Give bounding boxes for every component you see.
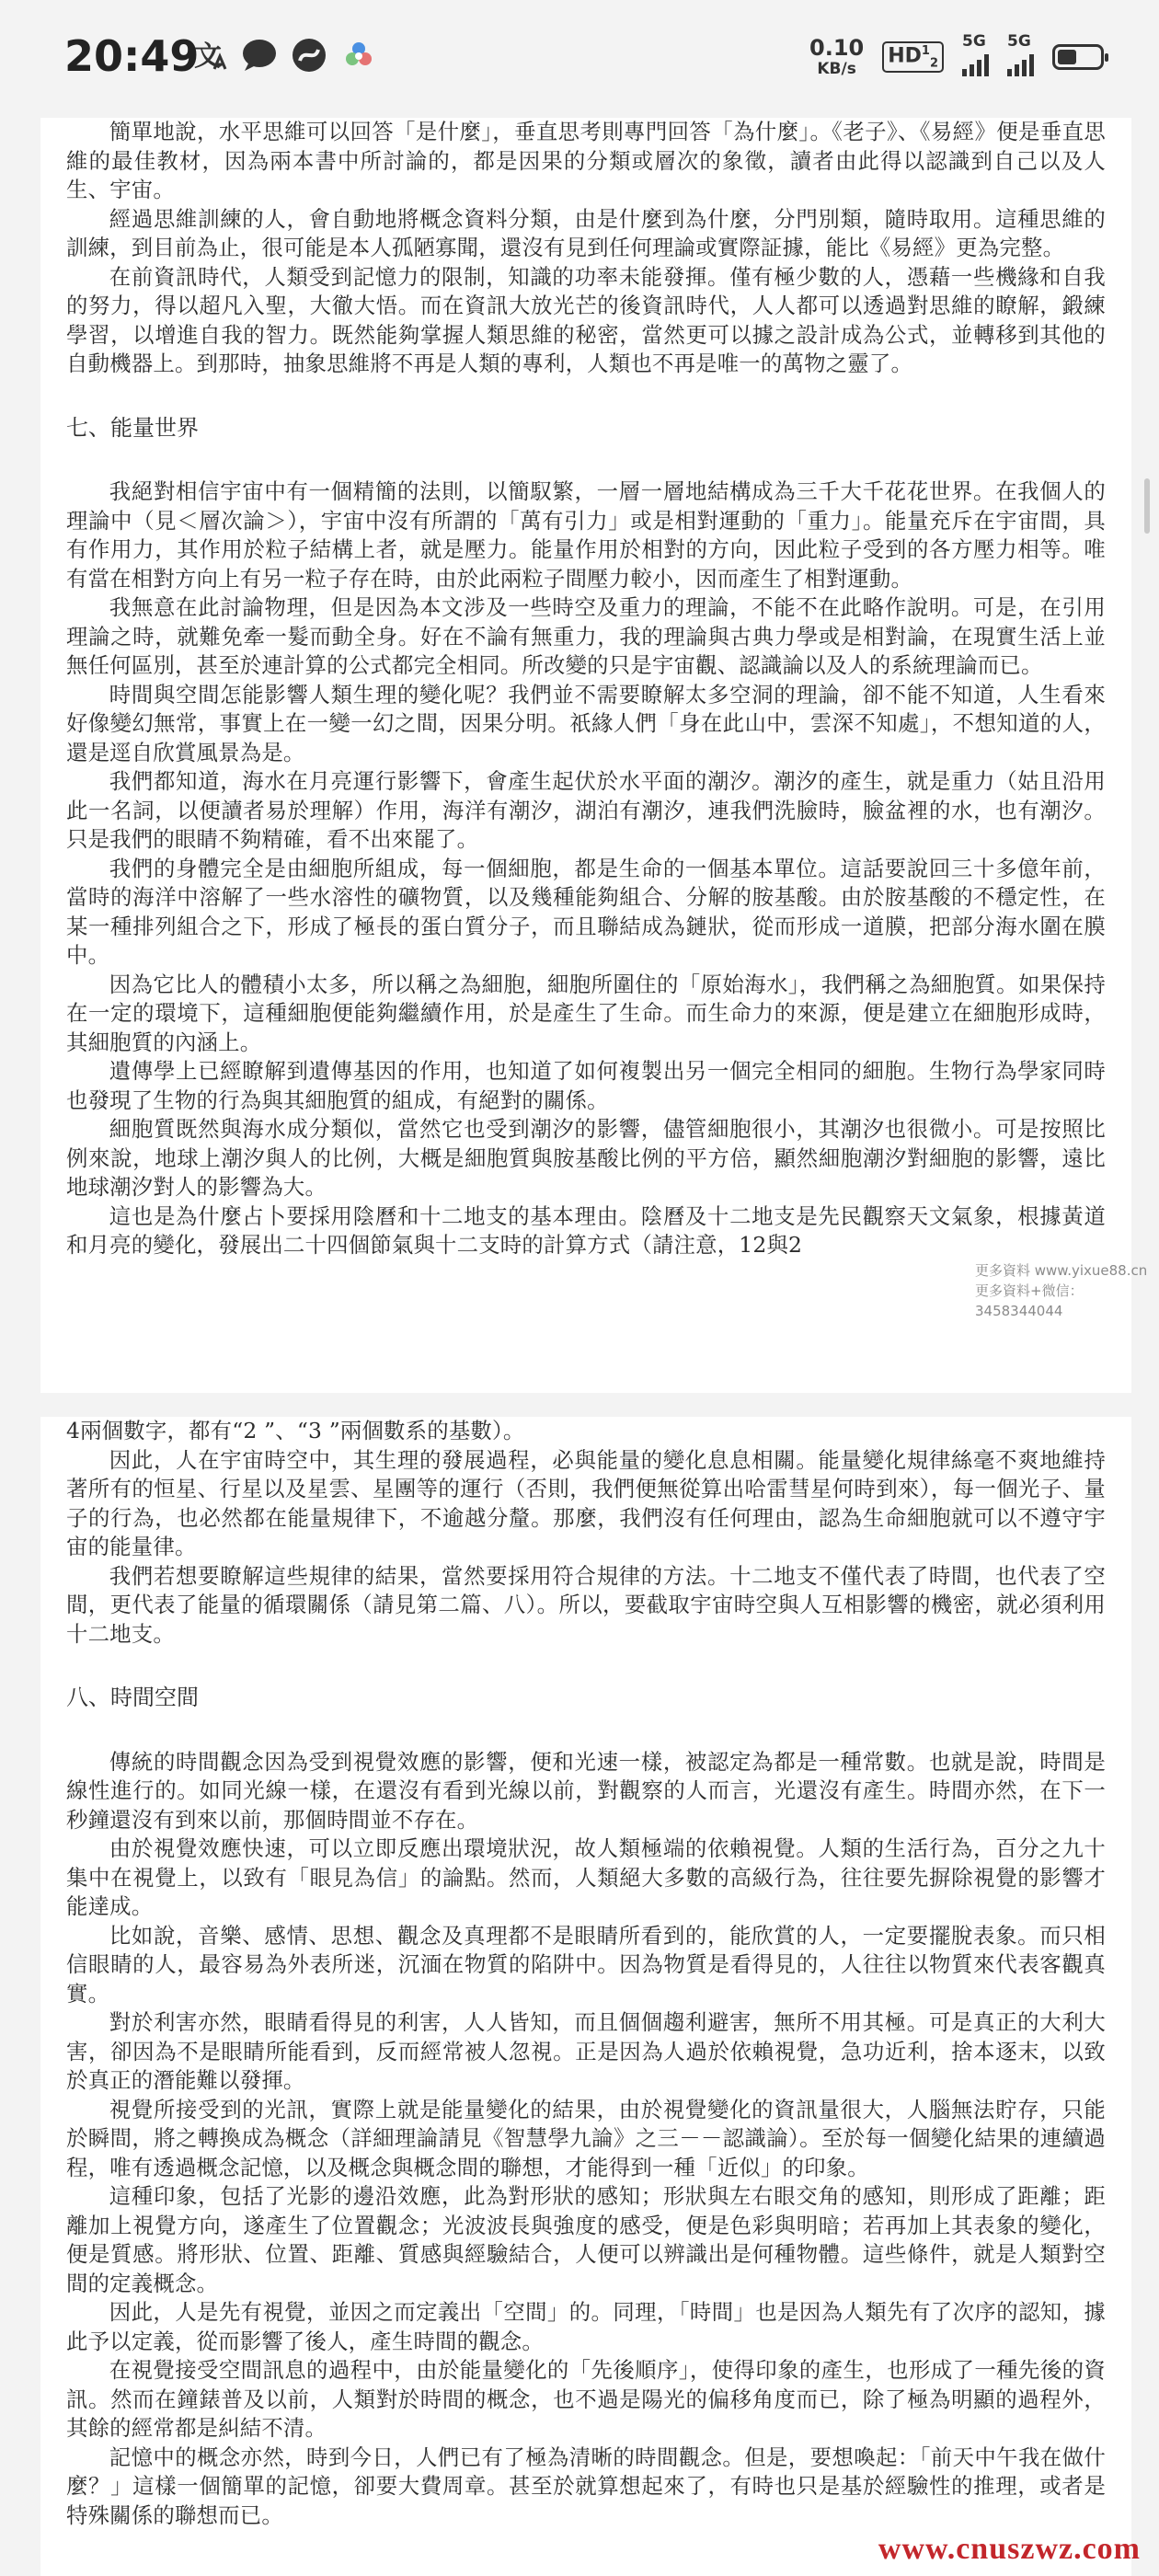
message-icon	[241, 37, 278, 74]
battery-icon	[1052, 44, 1104, 70]
hd-voice-badge: $HD^1_2$	[882, 41, 944, 74]
status-bar	[0, 0, 1159, 118]
paragraph: 細胞質既然與海水成分類似，當然它也受到潮汐的影響，儘管細胞很小，其潮汐也很微小。可是按照比例來說，地球上潮汐與人的比例，大概是細胞質與胺基酸比例的平方倍，顯然細胞潮汐對細胞的影響，遠比地球潮汐對人的影響為大。	[66, 1116, 1106, 1200]
flower-app-icon	[340, 37, 377, 74]
paragraph: 視覺所接受到的光訊，實際上就是能量變化的結果，由於視覺變化的資訊量很大，人腦無法貯存，只能於瞬間，將之轉換成為概念（詳細理論請見《智慧學九論》之三－－認識論）。至於每一個變化結果的連續過程，唯有透過概念記憶，以及概念與概念間的聯想，才能得到一種「近似」的印象。	[66, 2096, 1106, 2180]
paragraph: 我們都知道，海水在月亮運行影響下，會產生起伏於水平面的潮汐。潮汐的產生，就是重力（姑且沿用此一名詞，以便讀者易於理解）作用，海洋有潮汐，湖泊有潮汐，連我們洗臉時，臉盆裡的水，也有潮汐。只是我們的眼睛不夠精確，看不出來罷了。	[66, 768, 1106, 852]
document-page-2	[40, 1417, 1131, 2576]
paragraph: 經過思維訓練的人，會自動地將概念資料分類，由是什麼到為什麼，分門別類，隨時取用。這種思維的訓練，到目前為止，很可能是本人孤陋寡聞，還沒有見到任何理論或實際証據，能比《易經》更為完整。	[66, 205, 1106, 260]
paragraph: 由於視覺效應快速，可以立即反應出環境狀況，故人類極端的依賴視覺。人類的生活行為，百分之九十集中在視覺上，以致有「眼見為信」的論點。然而，人類絕大多數的高級行為，往往要先摒除視覺的影響才能達成。	[66, 1835, 1106, 1919]
watermark-bottom: www.cnuszwz.com	[878, 2532, 1141, 2566]
section-heading: 七、能量世界	[66, 414, 199, 441]
translate-icon	[191, 37, 228, 74]
paragraph: 因為它比人的體積小太多，所以稱之為細胞，細胞所圍住的「原始海水」，我們稱之為細胞質。如果保持在一定的環境下，這種細胞便能夠繼續作用，於是產生了生命。而生命力的來源，便是建立在細胞形成時，其細胞質的內涵上。	[66, 971, 1106, 1055]
paragraph: 簡單地說，水平思維可以回答「是什麼」，垂直思考則專門回答「為什麼」。《老子》、《易經》便是垂直思維的最佳教材，因為兩本書中所討論的，都是因果的分類或層次的象徵，讀者由此得以認識到自己以及人生、宇宙。	[66, 119, 1106, 202]
signal-2-icon: 5G	[1007, 38, 1034, 76]
paragraph: 我絕對相信宇宙中有一個精簡的法則，以簡馭繁，一層一層地結構成為三千大千花花世界。在我個人的理論中（見＜層次論＞），宇宙中沒有所謂的「萬有引力」或是相對運動的「重力」。能量充斥在宇宙間，具有作用力，其作用於粒子結構上者，就是壓力。能量作用於相對的方向，因此粒子受到的各方壓力相等。唯有當在相對方向上有另一粒子存在時，由於此兩粒子間壓力較小，因而產生了相對運動。	[66, 478, 1106, 592]
status-time: 20:49	[64, 31, 200, 81]
svg-text:文: 文	[194, 40, 222, 73]
swirl-app-icon	[291, 37, 327, 74]
paragraph: 對於利害亦然，眼睛看得見的利害，人人皆知，而且個個趨利避害，無所不用其極。可是真正的大利大害，卻因為不是眼睛所能看到，反而經常被人忽視。正是因為人過於依賴視覺，急功近利，捨本逐末，以致於真正的潛能難以發揮。	[66, 2009, 1106, 2093]
paragraph: 我們的身體完全是由細胞所組成，每一個細胞，都是生命的一個基本單位。這話要說回三十多億年前，當時的海洋中溶解了一些水溶性的礦物質，以及幾種能夠組合、分解的胺基酸。由於胺基酸的不穩定性，在某一種排列組合之下，形成了極長的蛋白質分子，而且聯結成為鏈狀，從而形成一道膜，把部分海水圍在膜中。	[66, 855, 1106, 968]
battery-level	[1058, 50, 1076, 64]
paragraph: 因此，人是先有視覺，並因之而定義出「空間」的。同理，「時間」也是因為人類先有了次序的認知，據此予以定義，從而影響了後人，產生時間的觀念。	[66, 2299, 1106, 2354]
signal-1-icon: 5G	[962, 38, 989, 76]
network-speed: 0.10 KB/s	[809, 35, 865, 78]
scrollbar-thumb[interactable]	[1144, 478, 1150, 534]
paragraph: 遺傳學上已經瞭解到遺傳基因的作用，也知道了如何複製出另一個完全相同的細胞。生物行為學家同時也發現了生物的行為與其細胞質的組成，有絕對的關係。	[66, 1058, 1106, 1113]
continuation-line: 4兩個數字，都有“2 ”、“3 ”兩個數系的基數）。	[66, 1418, 525, 1443]
paragraph: 在視覺接受空間訊息的過程中，由於能量變化的「先後順序」，使得印象的產生，也形成了一種先後的資訊。然而在鐘錶普及以前，人類對於時間的概念，也不過是陽光的偏移角度而已，除了極為明顯的過程外，其餘的經常都是糾結不清。	[66, 2357, 1106, 2441]
paragraph: 在前資訊時代，人類受到記憶力的限制，知識的功率未能發揮。僅有極少數的人，憑藉一些機緣和自我的努力，得以超凡入聖，大徹大悟。而在資訊大放光芒的後資訊時代，人人都可以透過對思維的瞭解，鍛練學習，以增進自我的智力。既然能夠掌握人類思維的秘密，當然更可以據之設計成為公式，並轉移到其他的自動機器上。到那時，抽象思維將不再是人類的專利，人類也不再是唯一的萬物之靈了。	[66, 263, 1106, 376]
watermark-overlay: 更多資料 www.yixue88.cn 更多資料+微信：3458344044	[975, 1262, 1148, 1319]
paragraph: 記憶中的概念亦然，時到今日，人們已有了極為清晰的時間觀念。但是，要想喚起：「前天中午我在做什麼？」這樣一個簡單的記憶，卻要大費周章。甚至於就算想起來了，有時也只是基於經驗性的推理，或者是特殊關係的聯想而已。	[66, 2444, 1106, 2528]
paragraph: 這也是為什麼占卜要採用陰曆和十二地支的基本理由。陰曆及十二地支是先民觀察天文氣象，根據黃道和月亮的變化，發展出二十四個節氣與十二支時的計算方式（請注意，12與2	[66, 1202, 1106, 1258]
paragraph: 這種印象，包括了光影的邊沿效應，此為對形狀的感知；形狀與左右眼交角的感知，則形成了距離；距離加上視覺方向，遂產生了位置觀念；光波波長與強度的感受，便是色彩與明暗；若再加上其表象的變化，便是質感。將形狀、位置、距離、質感與經驗結合，人便可以辨識出是何種物體。這些條件，就是人類對空間的定義概念。	[66, 2183, 1106, 2296]
paragraph: 時間與空間怎能影響人類生理的變化呢？我們並不需要瞭解太多空洞的理論，卻不能不知道，人生看來好像變幻無常，事實上在一變一幻之間，因果分明。祇緣人們「身在此山中，雲深不知處」，不想知道的人，還是逕自欣賞風景為是。	[66, 681, 1106, 765]
paragraph: 因此，人在宇宙時空中，其生理的發展過程，必與能量的變化息息相關。能量變化規律絲毫不爽地維持著所有的恒星、行星以及星雲、星團等的運行（否則，我們便無從算出哈雷彗星何時到來），每一個光子、量子的行為，也必然都在能量規律下，不逾越分釐。那麼，我們沒有任何理由，認為生命細胞就可以不遵守宇宙的能量律。	[66, 1446, 1106, 1559]
section-heading: 八、時間空間	[66, 1685, 199, 1710]
document-page-1	[40, 118, 1131, 1393]
paragraph: 傳統的時間觀念因為受到視覺效應的影響，便和光速一樣，被認定為都是一種常數。也就是說，時間是線性進行的。如同光線一樣，在還沒有看到光線以前，對觀察的人而言，光還沒有產生。時間亦然，在下一秒鐘還沒有到來以前，那個時間並不存在。	[66, 1748, 1106, 1833]
system-indicators	[809, 32, 1104, 78]
paragraph: 比如說，音樂、感情、思想、觀念及真理都不是眼睛所看到的，能欣賞的人，一定要擺脫表象。而只相信眼睛的人，最容易為外表所迷，沉湎在物質的陷阱中。因為物質是看得見的，人往往以物質來代表客觀真實。	[66, 1922, 1106, 2007]
notification-icons	[191, 37, 377, 74]
paragraph: 我無意在此討論物理，但是因為本文涉及一些時空及重力的理論，不能不在此略作說明。可是，在引用理論之時，就難免牽一髮而動全身。好在不論有無重力，我的理論與古典力學或是相對論，在現實生活上並無任何區別，甚至於連計算的公式都完全相同。所改變的只是宇宙觀、認識論以及人的系統理論而已。	[66, 594, 1106, 678]
paragraph: 我們若想要瞭解這些規律的結果，當然要採用符合規律的方法。十二地支不僅代表了時間，也代表了空間，更代表了能量的循環關係（請見第二篇、八）。所以，要截取宇宙時空與人互相影響的機密，就必須利用十二地支。	[66, 1562, 1106, 1647]
